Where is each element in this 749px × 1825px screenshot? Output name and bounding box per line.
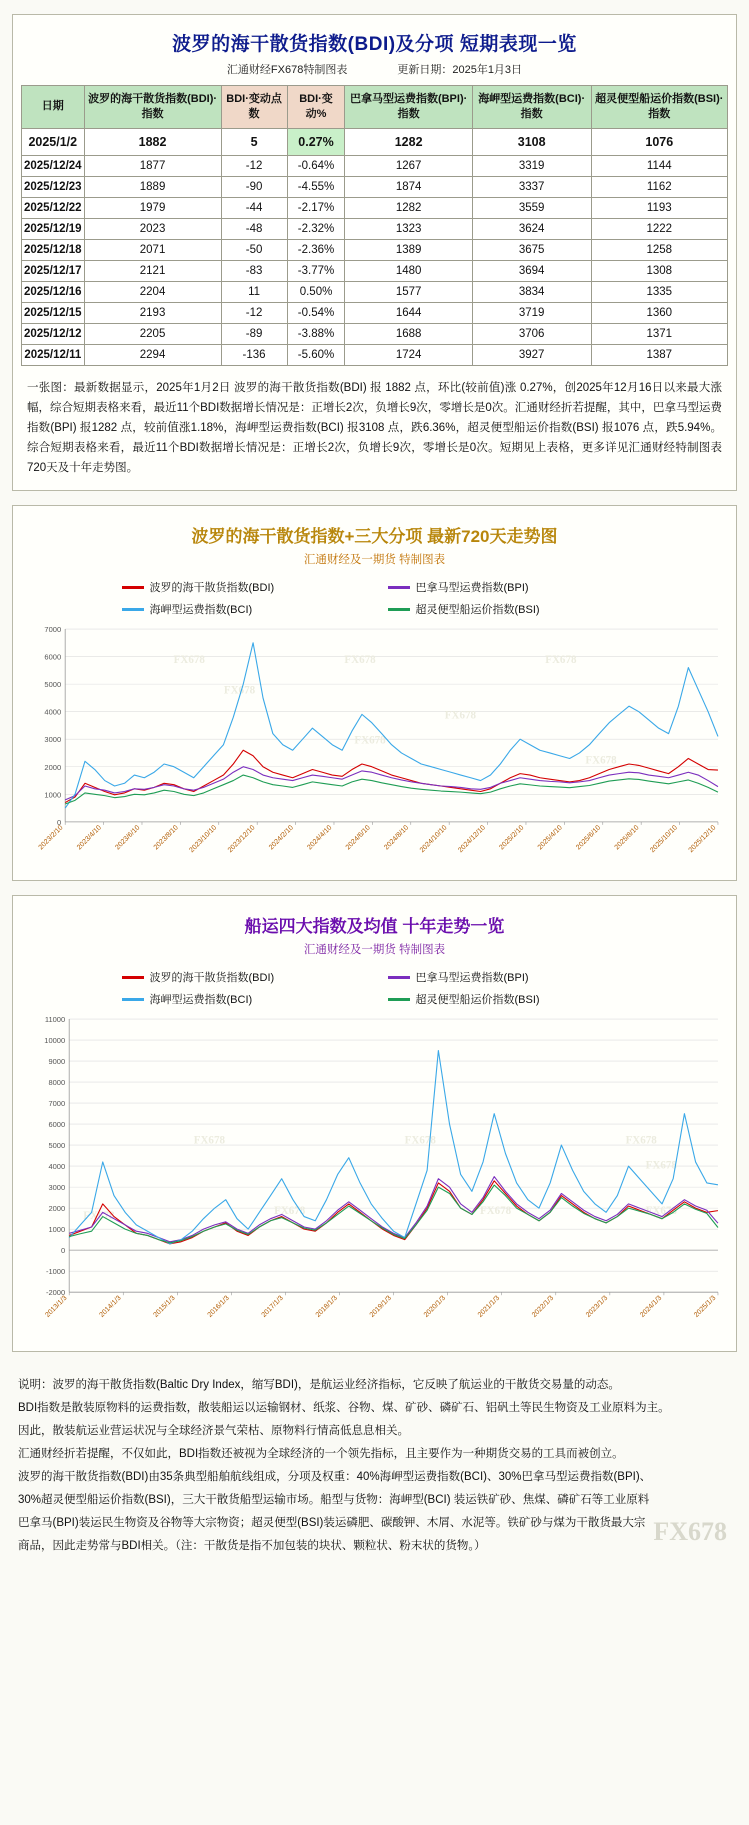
legend-label: 巴拿马型运费指数(BPI): [415, 582, 529, 595]
svg-text:0: 0: [56, 818, 62, 828]
chart-720-svg: [23, 623, 726, 874]
cell-bdi-pts: 11: [221, 281, 287, 302]
svg-text:2025/10/10: 2025/10/10: [649, 824, 679, 855]
cell-bpi: 1688: [345, 323, 472, 344]
svg-text:FX678: FX678: [274, 1205, 306, 1218]
legend-swatch-icon: [122, 998, 144, 1001]
cell-bsi: 1144: [591, 155, 727, 176]
legend-label: 超灵便型船运价指数(BSI): [415, 994, 540, 1007]
legend-label: 海岬型运费指数(BCI): [149, 604, 253, 617]
cell-bci: 3706: [472, 323, 591, 344]
footer-line: 因此，散装航运业营运状况与全球经济景气荣枯、原物料行情高低息息相关。: [18, 1424, 409, 1437]
cell-bsi: 1371: [591, 323, 727, 344]
cell-bdi-pct: -3.88%: [287, 323, 345, 344]
table-row: [22, 176, 728, 197]
svg-text:2023/4/10: 2023/4/10: [75, 824, 103, 852]
svg-text:2024/2/10: 2024/2/10: [267, 824, 295, 852]
table-subheader: [21, 58, 728, 85]
cell-bsi: 1335: [591, 281, 727, 302]
svg-text:2024/8/10: 2024/8/10: [383, 824, 411, 852]
cell-bsi: 1258: [591, 239, 727, 260]
cell-bci: 3108: [472, 128, 591, 155]
svg-text:2024/12/10: 2024/12/10: [457, 824, 487, 855]
cell-bdi-pts: -136: [221, 344, 287, 365]
col-bci: 海岬型运费指数(BCI)·指数: [472, 86, 591, 129]
legend-item-bpi: [388, 969, 628, 985]
chart-720-plot-area: [23, 623, 726, 874]
svg-text:2023/1/3: 2023/1/3: [584, 1295, 610, 1320]
svg-text:2000: 2000: [48, 1204, 66, 1214]
cell-bdi-pts: -44: [221, 197, 287, 218]
col-date: 日期: [22, 86, 85, 129]
svg-text:0: 0: [60, 1246, 66, 1256]
svg-text:10000: 10000: [44, 1036, 66, 1046]
table-row: [22, 218, 728, 239]
cell-date: 2025/12/12: [22, 323, 85, 344]
cell-bdi: 2205: [84, 323, 221, 344]
svg-text:2016/1/3: 2016/1/3: [206, 1295, 231, 1320]
footer-line: 波罗的海干散货指数(BDI)由35条典型船舶航线组成，分项及权重：40%海岬型运费指数(BCI)、30%巴拿马型运费指数(BPI)、: [18, 1470, 652, 1483]
svg-text:11000: 11000: [44, 1015, 66, 1025]
svg-text:6000: 6000: [44, 652, 62, 662]
svg-text:2024/6/10: 2024/6/10: [344, 824, 372, 852]
svg-text:2023/6/10: 2023/6/10: [114, 824, 142, 852]
table-update-date: 更新日期：2025年1月3日: [397, 64, 523, 76]
table-row: [22, 239, 728, 260]
cell-date: 2025/1/2: [22, 128, 85, 155]
svg-text:2020/1/3: 2020/1/3: [422, 1295, 448, 1320]
svg-text:2023/12/10: 2023/12/10: [226, 824, 257, 855]
cell-bdi-pts: 5: [221, 128, 287, 155]
footer-line: 30%超灵便型船运价指数(BSI)，三大干散货船型运输市场。船型与货物：海岬型(BCI) 装运铁矿砂、焦煤、磷矿石等工业原料: [18, 1493, 650, 1506]
svg-text:2015/1/3: 2015/1/3: [152, 1295, 177, 1320]
svg-text:2025/12/10: 2025/12/10: [687, 824, 718, 855]
cell-bci: 3927: [472, 344, 591, 365]
svg-text:5000: 5000: [44, 680, 62, 690]
cell-bdi: 1882: [84, 128, 221, 155]
cell-bdi: 2204: [84, 281, 221, 302]
svg-text:2023/8/10: 2023/8/10: [152, 824, 180, 852]
svg-text:FX678: FX678: [354, 734, 386, 747]
cell-bdi-pts: -50: [221, 239, 287, 260]
svg-text:2013/1/3: 2013/1/3: [44, 1295, 69, 1320]
cell-date: 2025/12/19: [22, 218, 85, 239]
cell-bdi-pct: -3.77%: [287, 260, 345, 281]
cell-bpi: 1282: [345, 197, 472, 218]
footer-line: 汇通财经折若提醒，不仅如此，BDI指数还被视为全球经济的一个领先指标，且主要作为一种期货交易的工具而被创立。: [18, 1447, 624, 1460]
footer-line: 巴拿马(BPI)装运民生物资及谷物等大宗物资；超灵便型(BSI)装运磷肥、碳酸钾、木屑、水泥等。铁矿砂与煤为干散货最大宗: [18, 1516, 646, 1529]
svg-text:2024/10/10: 2024/10/10: [418, 824, 449, 855]
svg-text:2023/2/10: 2023/2/10: [37, 824, 65, 852]
cell-bpi: 1282: [345, 128, 472, 155]
table-row: [22, 260, 728, 281]
cell-bsi: 1308: [591, 260, 727, 281]
cell-date: 2025/12/22: [22, 197, 85, 218]
cell-date: 2025/12/17: [22, 260, 85, 281]
cell-bsi: 1222: [591, 218, 727, 239]
footer-line: 商品，因此走势常与BDI相关。（注：干散货是指不加包装的块状、颗粒状、粉末状的货物。）: [18, 1539, 486, 1552]
svg-text:FX678: FX678: [83, 1210, 115, 1223]
col-bsi: 超灵便型船运价指数(BSI)·指数: [591, 86, 727, 129]
table-header-row: [22, 86, 728, 129]
svg-text:FX678: FX678: [193, 1134, 225, 1147]
cell-bdi: 2294: [84, 344, 221, 365]
cell-bsi: 1360: [591, 302, 727, 323]
table-row: [22, 344, 728, 365]
legend-item-bci: [122, 991, 362, 1007]
svg-text:-2000: -2000: [45, 1288, 66, 1298]
svg-text:2023/10/10: 2023/10/10: [188, 824, 219, 855]
table-body: [22, 128, 728, 365]
svg-text:-1000: -1000: [45, 1267, 66, 1277]
legend-swatch-icon: [388, 608, 410, 611]
cell-bdi: 1877: [84, 155, 221, 176]
page-title: 波罗的海干散货指数(BDI)及分项 短期表现一览: [172, 34, 577, 55]
chart-720-legend: [23, 569, 726, 623]
svg-text:2025/8/10: 2025/8/10: [613, 824, 641, 852]
svg-text:4000: 4000: [44, 707, 62, 717]
col-bpi: 巴拿马型运费指数(BPI)·指数: [345, 86, 472, 129]
cell-bdi: 1889: [84, 176, 221, 197]
cell-bdi-pct: -0.64%: [287, 155, 345, 176]
cell-bpi: 1480: [345, 260, 472, 281]
legend-label: 超灵便型船运价指数(BSI): [415, 604, 540, 617]
cell-bdi-pts: -12: [221, 155, 287, 176]
chart-10y-panel: [12, 895, 737, 1351]
cell-bsi: 1162: [591, 176, 727, 197]
svg-text:4000: 4000: [48, 1162, 66, 1172]
cell-bdi-pts: -89: [221, 323, 287, 344]
svg-text:2022/1/3: 2022/1/3: [530, 1295, 556, 1320]
legend-item-bci: [122, 601, 362, 617]
cell-bci: 3834: [472, 281, 591, 302]
legend-swatch-icon: [122, 976, 144, 979]
legend-swatch-icon: [122, 586, 144, 589]
svg-text:2024/1/3: 2024/1/3: [639, 1295, 664, 1320]
svg-text:7000: 7000: [44, 625, 62, 635]
cell-bdi: 2023: [84, 218, 221, 239]
legend-label: 海岬型运费指数(BCI): [149, 994, 253, 1007]
cell-date: 2025/12/11: [22, 344, 85, 365]
cell-bci: 3624: [472, 218, 591, 239]
svg-text:FX678: FX678: [444, 709, 477, 722]
svg-text:7000: 7000: [48, 1099, 66, 1109]
col-bdi: 波罗的海干散货指数(BDI)·指数: [84, 86, 221, 129]
table-row: [22, 128, 728, 155]
svg-text:FX678: FX678: [223, 684, 256, 697]
svg-text:1000: 1000: [44, 790, 62, 800]
legend-item-bdi: [122, 579, 362, 595]
table-row: [22, 197, 728, 218]
chart-720-title: 波罗的海干散货指数+三大分项 最新720天走势图: [191, 527, 558, 547]
svg-text:FX678: FX678: [479, 1205, 512, 1218]
legend-label: 波罗的海干散货指数(BDI): [149, 582, 275, 595]
legend-item-bsi: [388, 601, 628, 617]
cell-bdi-pct: 0.27%: [287, 128, 345, 155]
legend-swatch-icon: [122, 608, 144, 611]
cell-bdi: 2121: [84, 260, 221, 281]
svg-text:FX678: FX678: [545, 654, 577, 667]
legend-item-bpi: [388, 579, 628, 595]
chart-10y-subtitle: 汇通财经及一期货 特制图表: [303, 944, 446, 957]
legend-label: 巴拿马型运费指数(BPI): [415, 972, 529, 985]
svg-text:2018/1/3: 2018/1/3: [314, 1295, 339, 1320]
svg-text:3000: 3000: [48, 1183, 66, 1193]
cell-bci: 3694: [472, 260, 591, 281]
chart-10y-plot-area: [23, 1013, 726, 1344]
cell-date: 2025/12/24: [22, 155, 85, 176]
svg-text:2014/1/3: 2014/1/3: [98, 1295, 123, 1320]
chart-10y-title: 船运四大指数及均值 十年走势一览: [244, 917, 505, 937]
cell-bdi-pct: -4.55%: [287, 176, 345, 197]
cell-bdi-pts: -48: [221, 218, 287, 239]
cell-bsi: 1387: [591, 344, 727, 365]
cell-date: 2025/12/18: [22, 239, 85, 260]
table-row: [22, 155, 728, 176]
cell-date: 2025/12/15: [22, 302, 85, 323]
cell-bpi: 1724: [345, 344, 472, 365]
cell-bci: 3559: [472, 197, 591, 218]
table-row: [22, 323, 728, 344]
legend-swatch-icon: [388, 976, 410, 979]
cell-bdi-pct: -2.32%: [287, 218, 345, 239]
bdi-table-panel: [12, 14, 737, 491]
cell-bpi: 1874: [345, 176, 472, 197]
svg-text:9000: 9000: [48, 1057, 66, 1067]
brand-watermark: FX678: [653, 1516, 727, 1546]
cell-bsi: 1076: [591, 128, 727, 155]
cell-bdi-pct: -5.60%: [287, 344, 345, 365]
svg-text:FX678: FX678: [625, 1134, 657, 1147]
svg-text:2019/1/3: 2019/1/3: [368, 1295, 393, 1320]
svg-text:FX678: FX678: [404, 1134, 436, 1147]
chart-720-subtitle: 汇通财经及一期货 特制图表: [303, 554, 446, 567]
chart-720-panel: [12, 505, 737, 881]
cell-date: 2025/12/23: [22, 176, 85, 197]
cell-bdi-pct: -2.36%: [287, 239, 345, 260]
svg-text:6000: 6000: [48, 1120, 66, 1130]
svg-text:FX678: FX678: [645, 1160, 677, 1173]
cell-bdi-pct: -0.54%: [287, 302, 345, 323]
table-row: [22, 281, 728, 302]
col-bdi-change-pct: BDI·变动%: [287, 86, 345, 129]
cell-bdi-pts: -83: [221, 260, 287, 281]
cell-bci: 3719: [472, 302, 591, 323]
cell-bdi: 1979: [84, 197, 221, 218]
legend-swatch-icon: [388, 586, 410, 589]
svg-text:FX678: FX678: [173, 654, 205, 667]
svg-text:1000: 1000: [48, 1225, 66, 1235]
legend-item-bdi: [122, 969, 362, 985]
svg-text:3000: 3000: [44, 735, 62, 745]
legend-swatch-icon: [388, 998, 410, 1001]
cell-bci: 3319: [472, 155, 591, 176]
cell-date: 2025/12/16: [22, 281, 85, 302]
cell-bci: 3337: [472, 176, 591, 197]
cell-bdi: 2071: [84, 239, 221, 260]
summary-note: 一张图：最新数据显示，2025年1月2日 波罗的海干散货指数(BDI) 报 1882 点，环比(较前值)涨 0.27%，创2025年12月16日以来最大涨幅，综合短期表格来看，最近11个BDI数据增长情况是：正增长2次，负增长9次，零增长是0次。汇通财经折若提醒，其中，巴拿马型运费指数(BPI) 报1282 点，较前值涨1.18%，海岬型运费指数(BCI) 报3108 点，跌6.36%，超灵便型船运价指数(BSI) 报1076 点，跌5.94%。综合短期表格来看，最近11个BDI数据增长情况是：正增长2次，负增长9次，零增长是0次。短期见上表格，更多详见汇通财经特制图表720天及十年走势图。: [27, 381, 722, 475]
svg-text:2024/4/10: 2024/4/10: [306, 824, 334, 852]
footer-line: 说明：波罗的海干散货指数(Baltic Dry Index，缩写BDI)，是航运业经济指标，它反映了航运业的干散货交易量的动态。: [18, 1378, 620, 1391]
svg-text:FX678: FX678: [344, 654, 376, 667]
legend-label: 波罗的海干散货指数(BDI): [149, 972, 275, 985]
footer-description: [12, 1366, 737, 1560]
cell-bpi: 1267: [345, 155, 472, 176]
chart-10y-svg: [23, 1013, 726, 1344]
cell-bdi-pts: -90: [221, 176, 287, 197]
table-row: [22, 302, 728, 323]
cell-bsi: 1193: [591, 197, 727, 218]
cell-bpi: 1644: [345, 302, 472, 323]
cell-bci: 3675: [472, 239, 591, 260]
svg-text:2025/4/10: 2025/4/10: [536, 824, 564, 852]
cell-bpi: 1389: [345, 239, 472, 260]
svg-text:2000: 2000: [44, 763, 62, 773]
svg-text:FX678: FX678: [645, 1205, 677, 1218]
svg-text:FX678: FX678: [585, 754, 617, 767]
svg-text:2025/2/10: 2025/2/10: [498, 824, 526, 852]
col-bdi-change-pts: BDI·变动点数: [221, 86, 287, 129]
cell-bdi-pct: 0.50%: [287, 281, 345, 302]
footer-line: BDI指数是散装原物料的运费指数，散装船运以运输钢材、纸浆、谷物、煤、矿砂、磷矿石、铝矾土等民生物资及工业原料为主。: [18, 1401, 670, 1414]
cell-bpi: 1577: [345, 281, 472, 302]
chart-10y-legend: [23, 959, 726, 1013]
cell-bdi-pts: -12: [221, 302, 287, 323]
bdi-table: [21, 85, 728, 366]
svg-text:5000: 5000: [48, 1141, 66, 1151]
svg-text:2021/1/3: 2021/1/3: [476, 1295, 502, 1320]
svg-text:8000: 8000: [48, 1078, 66, 1088]
cell-bdi-pct: -2.17%: [287, 197, 345, 218]
legend-item-bsi: [388, 991, 628, 1007]
svg-text:2025/1/3: 2025/1/3: [693, 1295, 718, 1320]
svg-text:2017/1/3: 2017/1/3: [260, 1295, 285, 1320]
table-source-label: 汇通财经FX678特制图表: [226, 64, 348, 76]
cell-bdi: 2193: [84, 302, 221, 323]
cell-bpi: 1323: [345, 218, 472, 239]
svg-text:2025/6/10: 2025/6/10: [575, 824, 603, 852]
